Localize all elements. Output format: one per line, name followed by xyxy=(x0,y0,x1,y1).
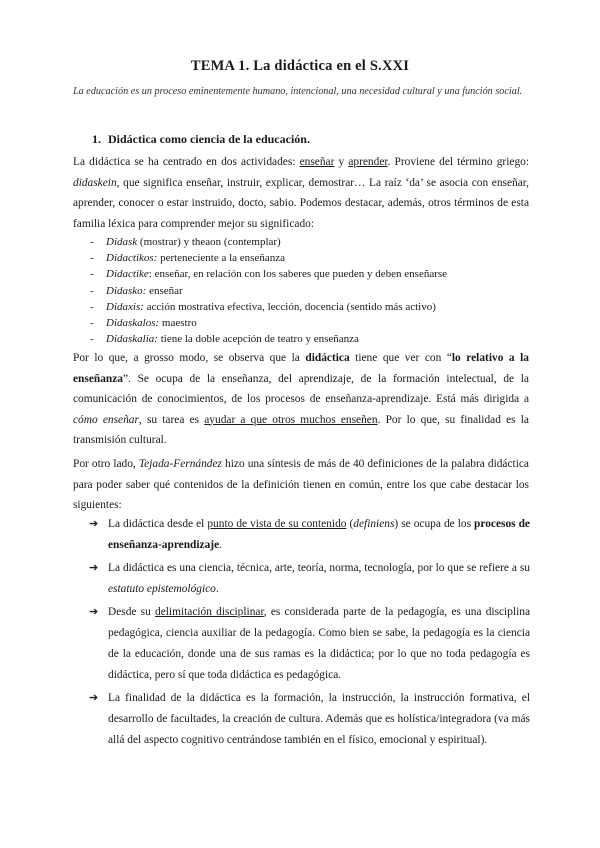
list-item xyxy=(90,331,530,347)
paragraph-tejada xyxy=(73,454,529,516)
term: Didask xyxy=(106,236,138,248)
italic-text: didaskein xyxy=(73,176,117,189)
dash-bullet: - xyxy=(90,284,94,297)
list-item xyxy=(90,250,530,266)
underlined-text: delimitación disciplinar xyxy=(155,606,264,618)
list-item xyxy=(90,299,530,315)
text: hizo una síntesis de más de 40 definiciones de la palabra didáctica para poder saber qué contenidos de la definición tienen en común, entre los que cabe destacar los siguientes: xyxy=(73,458,529,511)
text: . xyxy=(219,539,223,551)
text: La didáctica se ha centrado en dos actividades: xyxy=(73,156,300,168)
term: Didaskalia: xyxy=(106,333,158,346)
paragraph-didactica xyxy=(73,348,529,451)
list-item xyxy=(90,234,530,250)
bold-text: lo relativo a la enseñanza xyxy=(73,352,529,385)
dash-bullet: - xyxy=(90,252,94,265)
subtitle: La educación es un proceso eminentemente humano, intencional, una necesidad cultural y una función social. xyxy=(73,86,523,97)
list-item xyxy=(89,514,530,556)
underlined-text: aprender xyxy=(348,156,388,168)
italic-text: cómo enseñar xyxy=(73,413,139,426)
section-heading xyxy=(92,132,310,147)
text: tiene que ver con “ xyxy=(349,352,452,364)
dash-bullet: - xyxy=(90,236,94,248)
italic-text: definiens xyxy=(353,518,395,530)
text: Por otro lado, xyxy=(73,458,139,470)
text: . xyxy=(215,583,219,595)
italic-text: Tejada-Fernández xyxy=(138,458,222,470)
text: La finalidad de la didáctica es la formación, la instrucción, la instrucción formativa, el desarrollo de facultades, la creación de cultura. Además que es holística/integradora (va más allá del aspecto cognitivo centrándose también en el físico, emocional y espiritual). xyxy=(108,692,530,746)
text: , su tarea es xyxy=(138,413,205,426)
bold-text: didáctica xyxy=(305,352,350,364)
term: Didaxis: xyxy=(106,300,144,313)
text: ) se ocupa de los xyxy=(394,518,475,530)
dash-bullet: - xyxy=(90,300,94,313)
definition: (mostrar) y theaon (contemplar) xyxy=(137,236,281,248)
text: Desde su xyxy=(108,606,156,618)
section-number: 1. xyxy=(92,132,101,146)
text: y xyxy=(334,156,349,168)
text: , es considerada parte de la pedagogía, es una disciplina pedagógica, ciencia auxiliar de la pedagogía. Como bien se sabe, la pedagogía es la ciencia de la educación, donde una de sus ramas es la didáctica; por lo que no toda pedagogía es didáctica, pero sí que toda didáctica es pedagógica. xyxy=(108,606,530,681)
text: La didáctica es una ciencia, técnica, arte, teoría, norma, tecnología, por lo que se refiere a su xyxy=(108,562,530,574)
dash-bullet: - xyxy=(90,333,94,346)
text: ”. Se ocupa de la enseñanza, del aprendizaje, de la formación intelectual, de la comunicación de conocimientos, de los procesos de enseñanza-aprendizaje. Está más dirigida a xyxy=(73,372,529,405)
list-item xyxy=(90,315,530,331)
underlined-text: punto de vista de su contenido xyxy=(207,518,347,530)
dash-bullet: - xyxy=(90,316,94,329)
definition: enseñar xyxy=(146,284,183,297)
text: Por lo que, a grosso modo, se observa que la xyxy=(73,352,306,364)
definition: tiene la doble acepción de teatro y enseñanza xyxy=(157,333,359,346)
arrow-right-icon: ➔ xyxy=(89,606,99,618)
arrow-right-icon: ➔ xyxy=(89,562,99,574)
dash-bullet: - xyxy=(90,268,94,281)
italic-text: estatuto epistemológico xyxy=(108,583,216,595)
underlined-text: ayudar a que otros muchos enseñen xyxy=(204,413,378,426)
list-item xyxy=(90,283,530,299)
term: Didactikos: xyxy=(106,252,158,265)
definitions-list xyxy=(90,234,530,347)
arrow-right-icon: ➔ xyxy=(89,518,99,530)
definition: : enseñar, en relación con los saberes que pueden y deben enseñarse xyxy=(148,268,448,281)
bold-text: procesos de enseñanza-aprendizaje xyxy=(108,518,530,551)
arrow-right-icon: ➔ xyxy=(89,692,99,704)
definition: acción mostrativa efectiva, lección, docencia (sentido más activo) xyxy=(143,300,436,313)
list-item xyxy=(89,558,530,600)
list-item xyxy=(90,266,530,282)
page-title: TEMA 1. La didáctica en el S.XXI xyxy=(190,58,410,74)
term: Didasko: xyxy=(106,284,147,297)
underlined-text: enseñar xyxy=(299,156,335,168)
text: . Por lo que, su finalidad es la transmisión cultural. xyxy=(73,413,529,446)
text: ( xyxy=(346,518,354,530)
list-item xyxy=(89,688,530,751)
text: La didáctica desde el xyxy=(108,518,208,530)
arrow-list xyxy=(89,514,530,753)
list-item xyxy=(89,602,530,686)
definition: maestro xyxy=(159,316,197,329)
section-heading-text: Didáctica como ciencia de la educación. xyxy=(108,132,310,146)
term: Didactike xyxy=(106,268,149,281)
intro-paragraph xyxy=(73,152,529,234)
definition: perteneciente a la enseñanza xyxy=(157,252,285,265)
term: Didaskalos: xyxy=(106,316,160,329)
text: . Proviene del término griego: xyxy=(387,156,530,168)
text: , que significa enseñar, instruir, explicar, demostrar… La raíz ‘da’ se asocia con enseñar, aprender, conocer o estar instruido, docto, sabio. Podemos destacar, además, otros términos de esta familia léxica para comprender mejor su significado: xyxy=(73,176,529,230)
